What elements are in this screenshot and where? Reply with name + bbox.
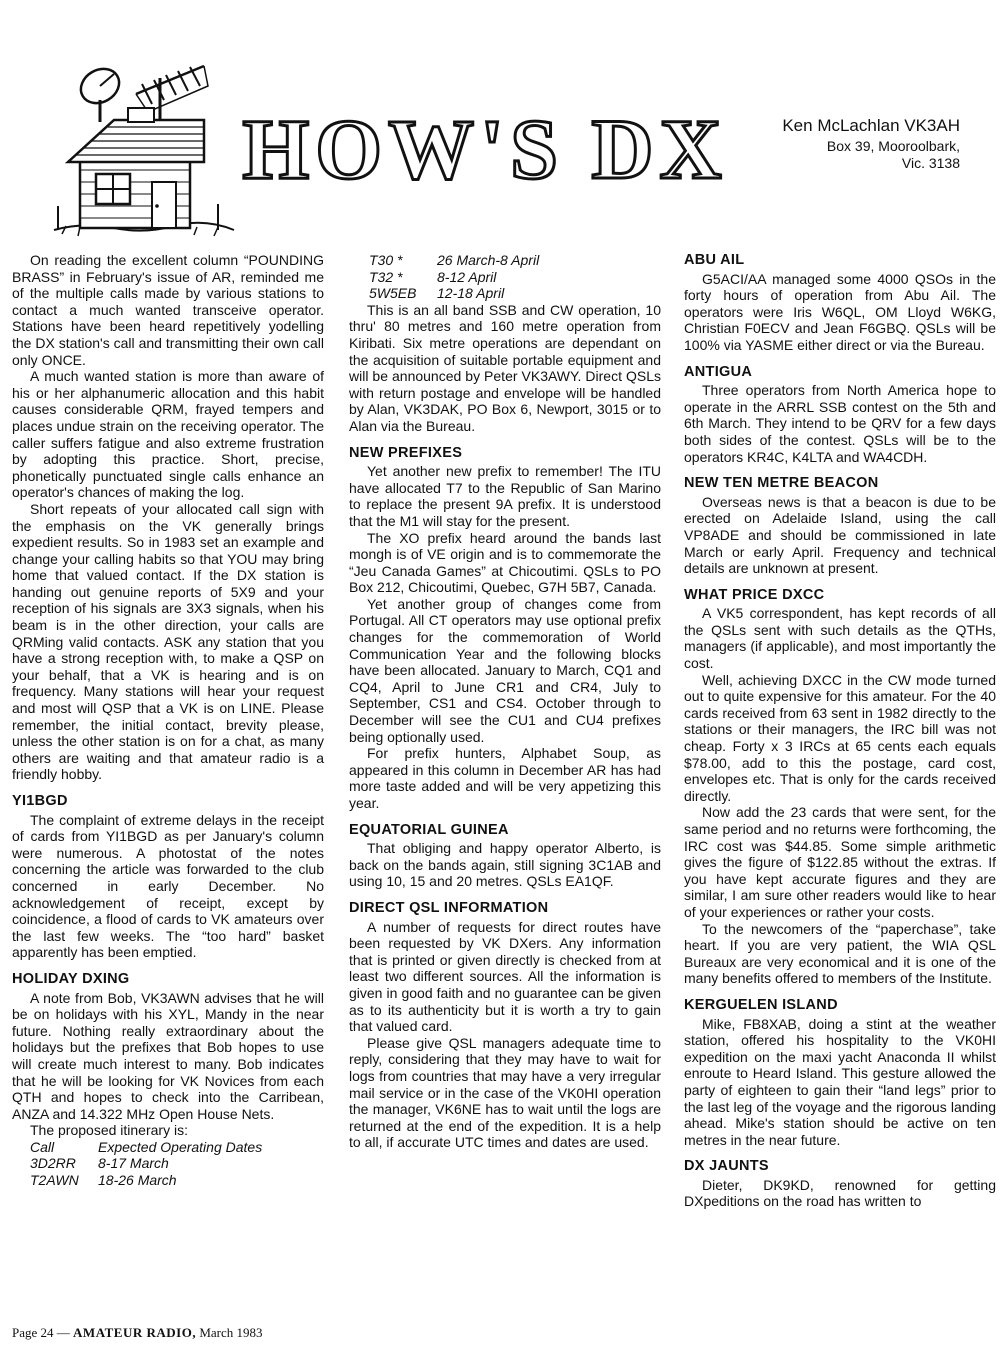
text-column-2: [349, 252, 661, 1151]
paragraph: Please give QSL managers adequate time to reply, considering that they may have to wait for logs from countries that may have a very irregular mail service or in the case of the VK0HI operation the manager, VK6NE has to wait until the logs are returned at the end of the expedition. It is a help to all, if accurate UTC times and dates are used.: [349, 1034, 661, 1151]
paragraph: A note from Bob, VK3AWN advises that he will be on holidays with his XYL, Mandy in the near future. Nothing really extraordinary about the holidays but the prefixes that Bob hopes to use will create much interest to many. Bob indicates that he will be looking for VK Novices from each QTH and hopes to check into the Carribean, ANZA and 14.322 MHz Open House Nets.: [12, 989, 324, 1122]
page-number: Page 24 —: [12, 1325, 70, 1340]
section-heading-dx-jaunts: DX JAUNTS: [684, 1158, 769, 1175]
section-heading-new-prefixes: NEW PREFIXES: [349, 444, 463, 461]
itinerary-dates: 8-17 March: [98, 1155, 169, 1172]
paragraph: A number of requests for direct routes have been requested by VK DXers. Any information that is printed or given directly is checked from at least two different sources. All the information is given in good faith and no guarantee can be given as to its authenticity but it is worth a try to gain that valued card.: [349, 918, 661, 1035]
paragraph: This is an all band SSB and CW operation, 10 thru' 80 metres and 160 metre operation from Kiribati. Six metre operations are dependant on the acquisition of suitable portable equipment and will be announced by Peter VK3AWY. Direct QSLs with return postage and envelope will be handled by Alan, VK3DAK, PO Box 6, Newport, 3015 or to Alan via the Bureau.: [349, 301, 661, 434]
table-row: [349, 285, 539, 302]
section-heading-equatorial-guinea: EQUATORIAL GUINEA: [349, 821, 509, 838]
table-row: [349, 269, 539, 286]
paragraph: Now add the 23 cards that were sent, for the same period and no returns were forthcoming, the IRC cost was $44.85. Some simple arithmetic gives the figure of $122.85 without the extras. If you have kept accurate figures and they are similar, I am sure other readers would like to hear of your experiences or rather your costs.: [684, 804, 996, 920]
author-address-line1: Box 39, Mooroolbark,: [826, 138, 960, 154]
text-column-1: [12, 252, 324, 1189]
paragraph: G5ACI/AA managed some 4000 QSOs in the forty hours of operation from Abu Ail. The operators were Iris W6QL, OM Lloyd W6KG, Christian F0ECV and Jean F6GBQ. QSLs will be 100% via YASME either direct or via the Bureau.: [684, 270, 996, 353]
paragraph: A much wanted station is more than aware of his or her alphanumeric allocation and this habit causes considerable QRM, frayed tempers and places undue strain on the receiving operator. The caller suffers fatigue and also extreme frustration by adopting this practice. Short, precise, phonetically punctuated single calls enhance an operator's chances of making the log.: [12, 368, 324, 501]
itinerary-dates: 12-18 April: [437, 285, 505, 302]
section-heading-yi1bgd: YI1BGD: [12, 793, 68, 809]
paragraph: The complaint of extreme delays in the receipt of cards from YI1BGD as per January's column were numerous. A photostat of the notes concerning the article was forwarded to the club concerned in early December. No acknowledgement of receipt, except by coincidence, a flood of cards to VK amateurs over the last few weeks. The “too hard” basket apparently has been emptied.: [12, 811, 324, 961]
itinerary-table-continued: [349, 252, 539, 302]
itinerary-dates: 8-12 April: [437, 268, 497, 285]
magazine-name: AMATEUR RADIO,: [73, 1325, 197, 1340]
paragraph: Mike, FB8XAB, doing a stint at the weather station, offered his hospitality to the VK0HI expedition on the maxi yacht Anaconda II whilst enroute to Heard Island. This gesture allowed the party of eighteen to gain their “land legs” prior to the last leg of the voyage and the rigorous landing ahead. Mike's station should be active on ten metres in the near future.: [684, 1015, 996, 1148]
column-title: [242, 101, 728, 197]
paragraph: The XO prefix heard around the bands last mongh is of VE origin and is to commemorate the “Jeu Canada Games” at Chicoutimi. QSLs to PO Box 212, Chicoutimi, Quebec, G7H 5B7, Canada.: [349, 529, 661, 596]
itinerary-dates: 18-26 March: [98, 1172, 177, 1189]
header-call: Call: [30, 1138, 55, 1155]
paragraph: Overseas news is that a beacon is due to be erected on Adelaide Island, using the call VP8ADE and should be commissioned in late March or early April. Frequency and technical details are unknown at present.: [684, 493, 996, 577]
itinerary-dates: 26 March-8 April: [437, 252, 540, 268]
table-row: [349, 252, 539, 269]
text-column-3: [684, 252, 996, 1210]
section-heading-direct-qsl: DIRECT QSL INFORMATION: [349, 899, 549, 916]
itinerary-call: T32 *: [369, 268, 403, 285]
author-address-line2: Vic. 3138: [901, 155, 960, 171]
section-heading-holiday-dxing: HOLIDAY DXING: [12, 970, 130, 987]
section-heading-what-price-dxcc: WHAT PRICE DXCC: [684, 586, 825, 603]
paragraph: Dieter, DK9KD, renowned for getting DXpeditions on the road has written to: [684, 1176, 996, 1210]
page-footer: [12, 1325, 263, 1341]
header-dates: Expected Operating Dates: [98, 1138, 263, 1155]
paragraph: Well, achieving DXCC in the CW mode turned out to quite expensive for this amateur. For the 40 cards received from 63 sent in 1982 directly to the stations or their managers, the IRC bill was not cheap. Forty x 3 IRCs at 65 cents each equals $78.00, add to this the postage, card cost, envelopes etc. That is only for the cards received directly.: [684, 671, 996, 804]
table-header-row: [12, 1139, 262, 1156]
paragraph: Short repeats of your allocated call sign with the emphasis on the VK generally brings expedient results. So in 1983 set an example and change your calling habits so that YOU may bring home that valued contact. If the DX station is handing out genuine reports of 5X9 and your reception of his signals are 3X3 signals, when his beam is in the other direction, your calls are QRMing valid contacts. ASK any station that you have a strong reception with, to make a QSP on your behalf, that a VK is hearing and is on frequency. Many stations will hear your request and most will QSP that a VK is on LINE. Please remember, the initial contact, brevity please, unless the other station is on for a chat, as many others are waiting and that amateur radio is a friendly hobby.: [12, 500, 324, 783]
itinerary-table: [12, 1139, 262, 1189]
paragraph: Yet another group of changes come from Portugal. All CT operators may use optional prefix changes for the commemoration of World Communication Year and the following blocks have been allocated. January to March, CQ1 and CQ4, April to June CR1 and CR4, July to September, CS1 and CS4. October through to December will see the CU1 and CU4 prefixes being optionally used.: [349, 595, 661, 745]
section-heading-antigua: ANTIGUA: [684, 363, 753, 380]
itinerary-call: 5W5EB: [369, 285, 417, 302]
paragraph: For prefix hunters, Alphabet Soup, as appeared in this column in December AR has had more taste added and will be very appetizing this year.: [349, 745, 661, 811]
paragraph: Three operators from North America hope to operate in the ARRL SSB contest on the 5th and 6th March. They intend to be QRV for a few days both sides of the contest. QSLs will be to the operators KR4C, K4LTA and WA4CDH.: [684, 382, 996, 465]
issue-date: March 1983: [199, 1325, 263, 1340]
paragraph: To the newcomers of the “paperchase”, take heart. If you are very patient, the WIA QSL Bureaux are very economical and it is one of the many benefits offered to members of the Institute.: [684, 920, 996, 987]
paragraph: That obliging and happy operator Alberto, is back on the bands again, still signing 3C1AB and using 10, 15 and 20 metres. QSLs EA1QF.: [349, 840, 661, 890]
paragraph: The proposed itinerary is:: [30, 1122, 188, 1139]
svg-text:HOW'S DX: HOW'S DX: [242, 101, 728, 197]
itinerary-call: T30 *: [369, 252, 403, 268]
itinerary-call: 3D2RR: [30, 1155, 76, 1172]
paragraph: Yet another new prefix to remember! The ITU have allocated T7 to the Republic of San Marino to replace the present 9A prefix. It is understood that the M1 will stay for the present.: [349, 463, 661, 529]
section-heading-abu-ail: ABU AIL: [684, 252, 745, 268]
paragraph: A VK5 correspondent, has kept records of all the QSLs sent with such details as the QTHs, managers (if applicable), and most importantly the cost.: [684, 605, 996, 672]
author-name: Ken McLachlan VK3AH: [782, 116, 960, 135]
section-heading-ten-metre-beacon: NEW TEN METRE BEACON: [684, 475, 879, 492]
paragraph: On reading the excellent column “POUNDING BRASS” in February's issue of AR, reminded me of the multiple calls made by various stations to contact a much wanted transceive operator. Stations have been heard repetitively yodelling the DX station's call and transmitting their own call only ONCE.: [12, 252, 324, 368]
table-row: [12, 1172, 262, 1189]
author-byline: [782, 116, 960, 172]
table-row: [12, 1155, 262, 1172]
itinerary-call: T2AWN: [30, 1172, 79, 1189]
shack-illustration: [44, 54, 240, 240]
section-heading-kerguelen-island: KERGUELEN ISLAND: [684, 996, 838, 1013]
